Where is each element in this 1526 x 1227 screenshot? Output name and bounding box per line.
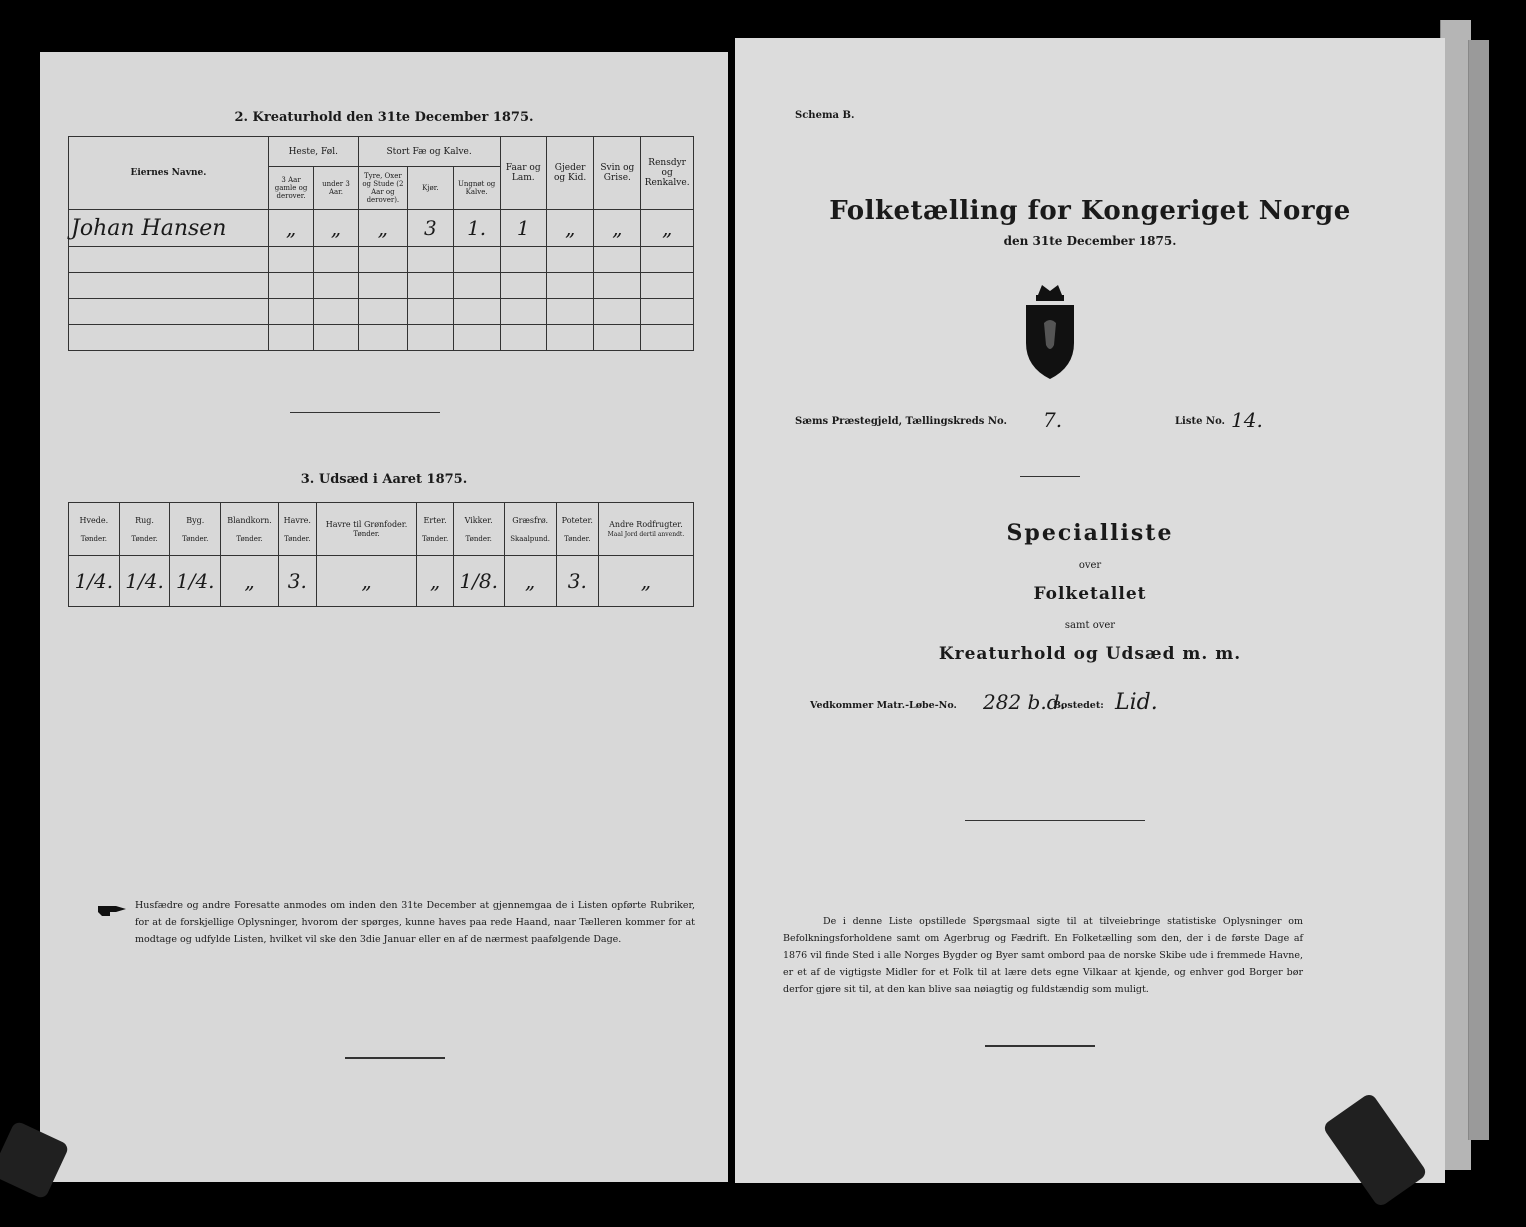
pigs-header: Svin og Grise.: [594, 137, 641, 210]
livestock-title: 2. Kreaturhold den 31te December 1875.: [234, 110, 534, 125]
matr-label: Vedkommer Matr.-Løbe-No.: [810, 700, 957, 711]
sowing-table: [68, 502, 694, 607]
young-cattle-header: Ungnøt og Kalve.: [453, 167, 500, 210]
sowing-header-green-oats: Havre til Grønfoder. Tønder.: [316, 503, 417, 556]
sowing-value-grass: „: [504, 556, 556, 607]
cell-pigs: „: [594, 210, 641, 247]
sowing-header-vetch: Vikker. Tønder.: [453, 503, 504, 556]
cell-cows: 3: [408, 210, 454, 247]
page-stack-edge-2: [1468, 40, 1489, 1140]
district-number: 7.: [1043, 408, 1063, 432]
bottom-rule: [345, 1057, 445, 1059]
bostedet-label: Bostedet:: [1053, 700, 1104, 711]
matr-number: 282 b.d.: [983, 690, 1066, 714]
sowing-value-wheat: 1/4.: [69, 556, 120, 607]
divider-line: [1020, 476, 1080, 477]
bostedet-value: Lid.: [1115, 690, 1158, 715]
sowing-value-oats: 3.: [278, 556, 316, 607]
sowing-header-potatoes: Poteter. Tønder.: [556, 503, 598, 556]
reindeer-header: Rensdyr og Renkalve.: [641, 137, 694, 210]
over-label: over: [1078, 560, 1102, 571]
sowing-header-peas: Erter. Tønder.: [417, 503, 453, 556]
folketallet-label: Folketallet: [1033, 584, 1147, 604]
goats-header: Gjeder og Kid.: [546, 137, 593, 210]
census-date: den 31te December 1875.: [1003, 234, 1177, 248]
footer-text: De i denne Liste opstillede Spørgsmaal sigte til at tilveiebringe statistiske Oplysninger om Befolkningsforholdene samt om Agerbrug og Fædrift. En Folketælling som den, der i de første Dage af 1876 vil finde Sted i alle Norges Bygder og Byer samt ombord paa de norske Skibe ude i fremmede Havne, er et af de vigtigste Midler for et Folk til at lære dets egne Vilkaar at kjende, og enhver god Borger bør derfor gjøre sit til, at den kan blive saa nøiagtig og fuldstændig som muligt.: [783, 916, 1303, 995]
specialliste-title: Specialliste: [1006, 520, 1174, 546]
livestock-table: [68, 136, 694, 351]
cell-goats: „: [546, 210, 593, 247]
sheep-header: Faar og Lam.: [500, 137, 546, 210]
owner-header: Eiernes Navne.: [69, 137, 269, 210]
schema-label: Schema B.: [795, 110, 855, 121]
bull-header: Tyre, Oxer og Stude (2 Aar og derover).: [358, 167, 407, 210]
divider-line: [290, 412, 440, 413]
sowing-value-mixed: „: [221, 556, 279, 607]
owner-name: Johan Hansen: [69, 210, 269, 247]
sowing-header-barley: Byg. Tønder.: [170, 503, 221, 556]
sowing-title: 3. Udsæd i Aaret 1875.: [300, 472, 468, 487]
norway-coat-of-arms-icon: [1020, 283, 1080, 383]
notice-text: Husfædre og andre Foresatte anmodes om inden den 31te December at gjennemgaa de i Listen opførte Rubriker, for at de forskjellige Oplysninger, hvorom der spørges, kunne haves paa rede Haand, naar Tælleren kommer for at modtage og udfylde Listen, hvilket vil ske den 3die Januar eller en af de nærmest paafølgende Dage.: [135, 900, 695, 945]
kreaturhold-label: Kreaturhold og Udsæd m. m.: [938, 644, 1242, 664]
table-row: [69, 556, 694, 607]
sowing-header-grass: Græsfrø. Skaalpund.: [504, 503, 556, 556]
parish-label: Sæms Præstegjeld, Tællingskreds No.: [795, 416, 1008, 427]
cows-header: Kjør.: [408, 167, 454, 210]
bottom-rule: [985, 1045, 1095, 1047]
sowing-value-rye: 1/4.: [119, 556, 170, 607]
horse-young-header: under 3 Aar.: [314, 167, 358, 210]
cell-sheep: 1: [500, 210, 546, 247]
divider-line: [965, 820, 1145, 821]
cell-horse-young: „: [314, 210, 358, 247]
sowing-header-wheat: Hvede. Tønder.: [69, 503, 120, 556]
horse-old-header: 3 Aar gamle og derover.: [268, 167, 313, 210]
sowing-header-oats: Havre. Tønder.: [278, 503, 316, 556]
cell-reindeer: „: [641, 210, 694, 247]
right-page: [735, 38, 1445, 1183]
cell-young-cattle: 1.: [453, 210, 500, 247]
horse-group-header: Heste, Føl.: [268, 137, 358, 167]
sowing-header-mixed: Blandkorn. Tønder.: [221, 503, 279, 556]
list-label: Liste No.: [1175, 416, 1226, 427]
sowing-value-barley: 1/4.: [170, 556, 221, 607]
sowing-value-roots: „: [598, 556, 693, 607]
pointing-hand-icon: [98, 902, 128, 918]
samt-over-label: samt over: [1064, 620, 1116, 631]
sowing-value-vetch: 1/8.: [453, 556, 504, 607]
table-row: [69, 210, 694, 247]
cell-horse-old: „: [268, 210, 313, 247]
sowing-header-roots: Andre Rodfrugter. Maal Jord dertil anvendt.: [598, 503, 693, 556]
list-number: 14.: [1231, 408, 1263, 432]
sowing-value-peas: „: [417, 556, 453, 607]
census-title: Folketælling for Kongeriget Norge: [829, 196, 1351, 226]
sowing-header-rye: Rug. Tønder.: [119, 503, 170, 556]
left-page: [40, 52, 728, 1182]
sowing-value-potatoes: 3.: [556, 556, 598, 607]
cell-bull: „: [358, 210, 407, 247]
sowing-value-green-oats: „: [316, 556, 417, 607]
cattle-group-header: Stort Fæ og Kalve.: [358, 137, 500, 167]
